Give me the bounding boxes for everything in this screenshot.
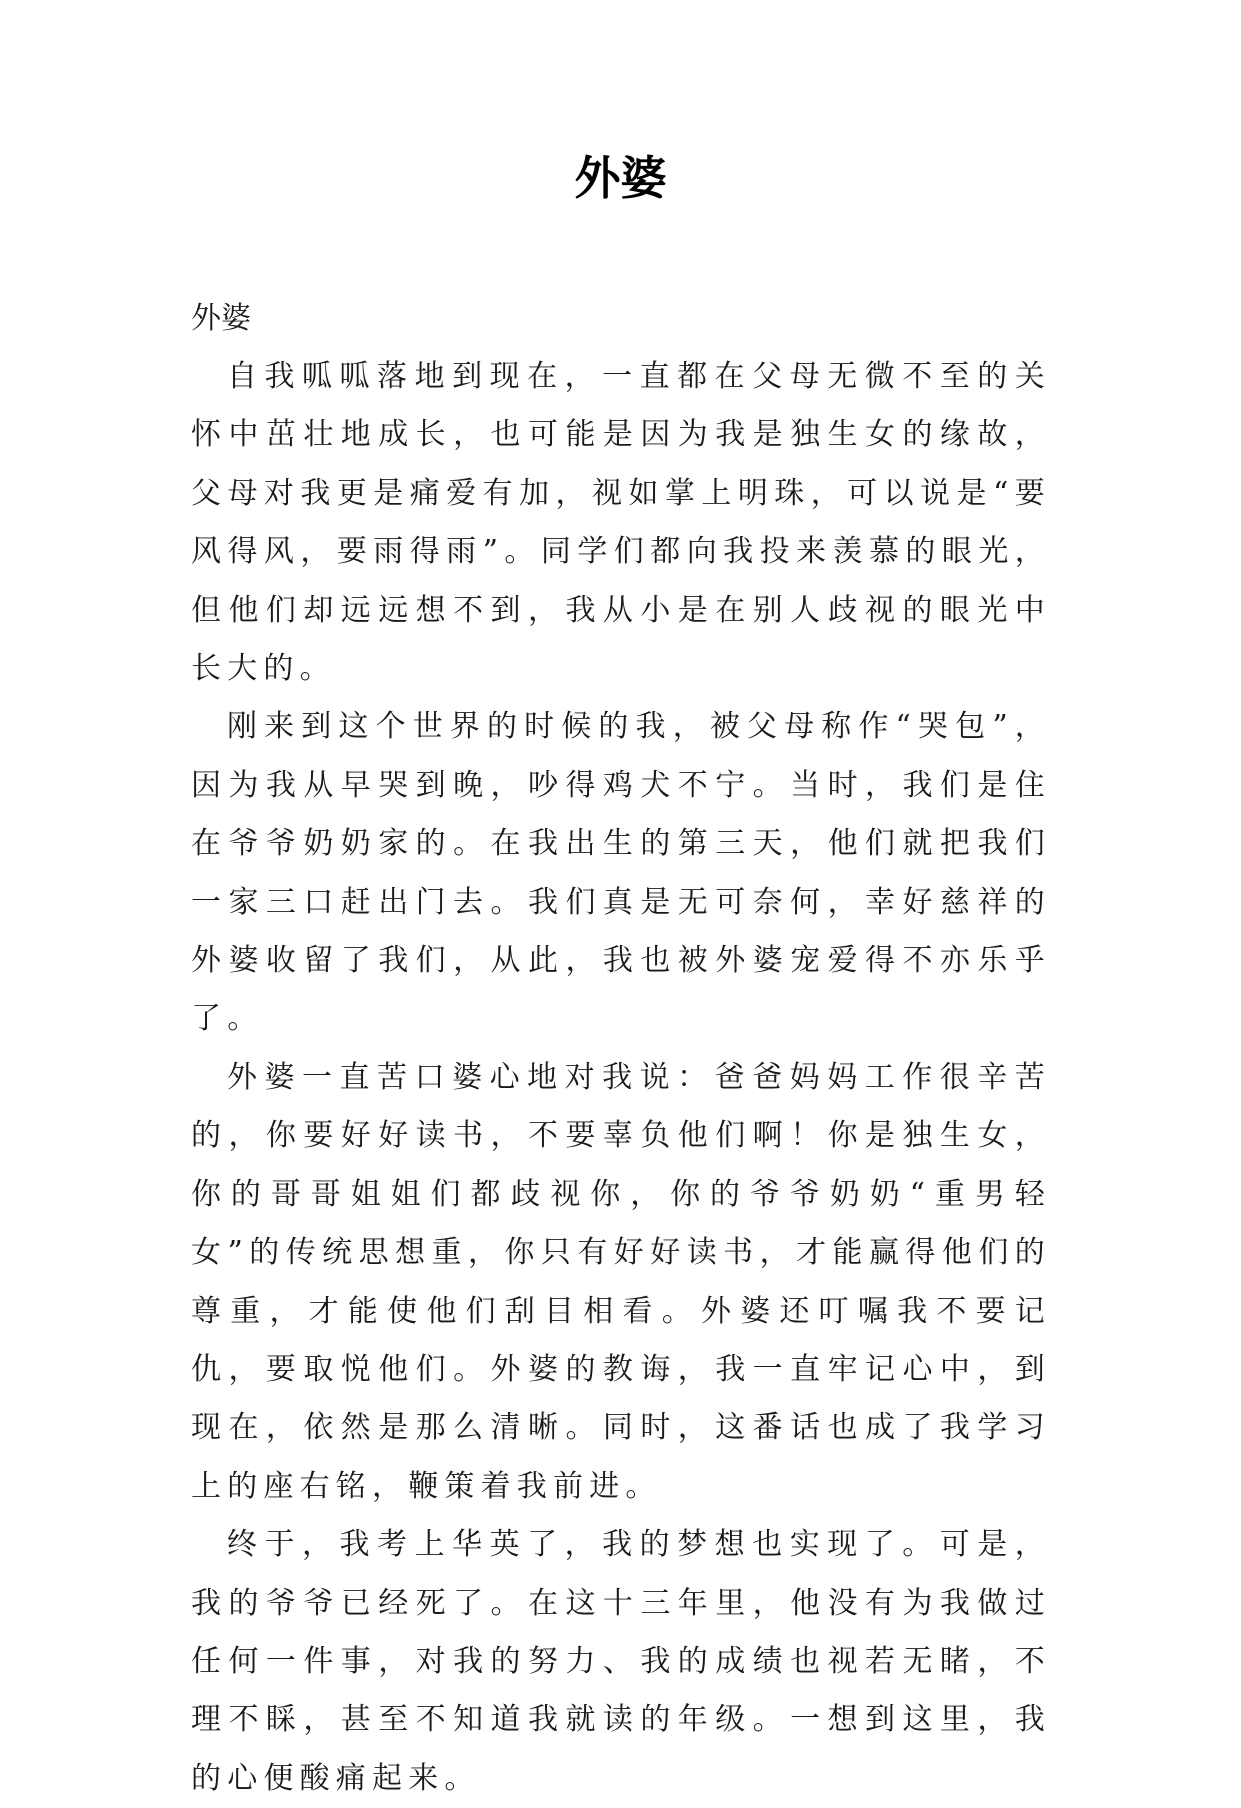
document-title: 外婆 [574,151,667,205]
paragraph-2: 刚来到这个世界的时候的我，被父母称作“哭包”，因为我从早哭到晚，吵得鸡犬不宁。当时，我们是住在爷爷奶奶家的。在我出生的第三天，他们就把我们一家三口赶出门去。我们真是无可奈何，幸好慈祥的外婆收留了我们，从此，我也被外婆宠爱得不亦乐乎了。 [191,709,1051,1037]
paragraph-3: 外婆一直苦口婆心地对我说：爸爸妈妈工作很辛苦的，你要好好读书，不要辜负他们啊！你是独生女，你的哥哥姐姐们都歧视你，你的爷爷奶奶“重男轻女”的传统思想重，你只有好好读书，才能赢得他们的尊重，才能使他们刮目相看。外婆还叮嘱我不要记仇，要取悦他们。外婆的教诲，我一直牢记心中，到现在，依然是那么清晰。同时，这番话也成了我学习上的座右铭，鞭策着我前进。 [191,1059,1051,1504]
document-body [191,290,1051,1808]
paragraph-1: 自我呱呱落地到现在，一直都在父母无微不至的关怀中茁壮地成长，也可能是因为我是独生女的缘故，父母对我更是痛爱有加，视如掌上明珠，可以说是“要风得风，要雨得雨”。同学们都向我投来羡慕的眼光，但他们却远远想不到，我从小是在别人歧视的眼光中长大的。 [191,359,1051,687]
document-subtitle: 外婆 [191,301,251,336]
paragraph-4: 终于，我考上华英了，我的梦想也实现了。可是，我的爷爷已经死了。在这十三年里，他没有为我做过任何一件事，对我的努力、我的成绩也视若无睹，不理不睬，甚至不知道我就读的年级。一想到这里，我的心便酸痛起来。 [191,1527,1051,1796]
